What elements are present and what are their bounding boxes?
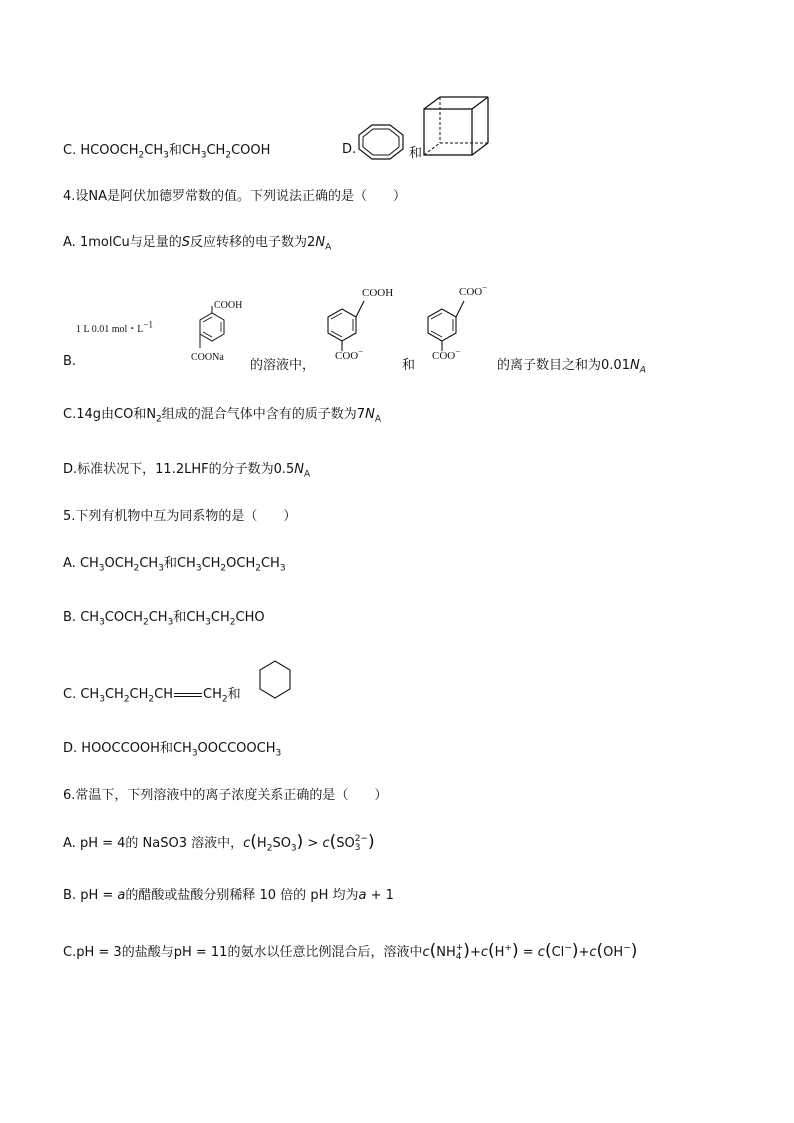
subscript: 3 — [163, 150, 169, 161]
and-text: 和 — [163, 556, 177, 571]
subscript: 2 — [255, 563, 261, 574]
q4-b-text-1: 的溶液中， — [250, 358, 316, 373]
formula-part: COOH — [231, 143, 271, 158]
na-symbol: N — [365, 407, 375, 422]
f: CH — [210, 610, 230, 625]
subscript: A — [639, 365, 646, 376]
f: CH — [80, 687, 100, 702]
q3-option-d-and: 和 — [409, 146, 423, 161]
q6-stem: 6.常温下，下列溶液中的离子浓度关系正确的是（ ） — [63, 788, 388, 803]
conc-text: 1 L 0.01 mol・L — [76, 324, 144, 335]
subscript: 3 — [99, 694, 105, 705]
value: 0.5 — [273, 462, 295, 477]
option-label: A. — [63, 836, 76, 851]
and-text: 和 — [159, 741, 173, 756]
q3-option-d-label: D. — [342, 142, 357, 157]
subscript: 2 — [220, 563, 227, 574]
q6-option-a: A. pH = 4的 NaSO3 溶液中，$c(H_2SO_3) > c(SO$ 2− 3 ) — [63, 832, 375, 854]
f: CH — [80, 610, 100, 625]
value: 2 — [307, 235, 316, 250]
coo-text: COO — [335, 350, 359, 362]
f: CH — [172, 741, 192, 756]
subscript: 2 — [133, 563, 140, 574]
q4-option-d — [63, 461, 310, 479]
superscript: −1 — [143, 319, 153, 330]
f: CH — [186, 610, 206, 625]
c-symbol: c — [243, 836, 251, 851]
f: OCH — [226, 556, 256, 571]
subscript: 3 — [279, 563, 286, 574]
f: CH — [139, 556, 159, 571]
f: CH — [154, 687, 173, 702]
q4-option-a — [63, 234, 331, 252]
sulfur-symbol: S — [181, 235, 191, 250]
option-label: D. — [63, 741, 78, 756]
q5-option-d — [63, 740, 281, 758]
formula-part: CH — [206, 143, 226, 158]
option-text: 的离子数目之和为 — [497, 358, 602, 373]
subscript: 2 — [229, 617, 236, 628]
f: HOOCCOOH — [81, 741, 160, 756]
coo-minus-label — [459, 282, 488, 298]
q4-option-b-label: B. — [63, 354, 77, 369]
subscript: A — [325, 242, 332, 253]
f: OCH — [104, 556, 134, 571]
subscript: 3 — [191, 748, 198, 759]
subscript: 2 — [123, 694, 130, 705]
f: CH — [260, 556, 280, 571]
formula-part: CH — [181, 143, 201, 158]
formula-part: CH — [144, 143, 164, 158]
ph: pH = — [80, 888, 114, 903]
cooh-group-label: COOH — [362, 287, 394, 299]
double-bond — [174, 693, 202, 697]
option-text: 的 NaSO3 溶液中， — [125, 836, 244, 851]
subscript: A — [374, 414, 381, 425]
q4-b-and: 和 — [402, 358, 416, 373]
option-text: D.标准状况下，11.2LHF的分子数为 — [63, 462, 274, 477]
cyclooctatetraene-structure — [356, 122, 406, 162]
q6-option-c: C.pH = 3的盐酸与pH = 11的氨水以任意比例混合后，溶液中c(NH + 4 )+c(H+) = c(Cl−)+c(OH−) — [63, 941, 638, 962]
f: OOCCOOCH — [197, 741, 276, 756]
subscript: 2 — [142, 617, 149, 628]
option-text: C.14g由CO和N — [63, 407, 157, 422]
subscript: 3 — [200, 150, 207, 161]
option-text: 的氨水以任意比例混合后，溶液中 — [227, 945, 423, 960]
charge: − — [455, 346, 461, 357]
subscript: 2 — [225, 150, 232, 161]
na-symbol: N — [315, 235, 326, 250]
coo-text: COO — [459, 286, 483, 298]
option-label: A. — [63, 556, 76, 571]
q4-b-text-2 — [497, 354, 646, 376]
option-text: 反应转移的电子数为 — [190, 235, 308, 250]
subscript: 2 — [156, 414, 162, 425]
f: CH — [176, 556, 196, 571]
and-text: 和 — [173, 610, 187, 625]
option-label: B. — [63, 888, 77, 903]
subscript: 3 — [195, 563, 202, 574]
subscript: 3 — [158, 563, 164, 574]
charge: − — [358, 346, 364, 357]
ph: pH = 11 — [173, 945, 228, 960]
q5-option-c — [63, 686, 241, 704]
coo-minus-label — [432, 346, 461, 362]
f: CH — [104, 687, 124, 702]
q4-option-c — [63, 406, 381, 424]
option-label: C. — [63, 945, 77, 960]
subscript: 3 — [98, 563, 105, 574]
option-text: 的醋酸或盐酸分别稀释 10 倍的 pH 均为 — [125, 888, 359, 903]
paren: ) — [296, 832, 304, 852]
na-symbol: N — [629, 358, 640, 373]
subscript: 2 — [221, 694, 228, 705]
paren: ( — [329, 832, 337, 852]
q5-option-a — [63, 555, 286, 573]
q3-option-c — [63, 142, 270, 160]
q5-option-b — [63, 609, 265, 627]
c-symbol: c — [322, 836, 330, 851]
value: + 1 — [370, 888, 394, 903]
a-symbol: a — [117, 888, 126, 903]
f: COCH — [104, 610, 143, 625]
paren: ) — [368, 832, 375, 852]
ph: pH = 4 — [79, 836, 126, 851]
subscript: A — [304, 469, 311, 480]
option-label: A. — [63, 235, 76, 250]
value: 7 — [356, 407, 366, 422]
f: CH — [201, 556, 221, 571]
coona-group-label: COONa — [191, 352, 224, 363]
subscript: 3 — [167, 617, 174, 628]
subscript: 3 — [205, 617, 211, 628]
and-text: 和 — [227, 687, 241, 702]
option-text: 1molCu与足量的 — [79, 235, 182, 250]
f: CHO — [235, 610, 265, 625]
subscript: 2 — [138, 150, 145, 161]
option-text: 组成的混合气体中含有的质子数为 — [161, 407, 357, 422]
cubane-structure — [422, 95, 492, 157]
cooh-group-label: COOH — [214, 300, 243, 311]
a-symbol: a — [358, 888, 367, 903]
subscript: 3 — [275, 748, 282, 759]
q6-option-b — [63, 887, 394, 905]
option-label: C. — [63, 143, 77, 158]
and-text: 和 — [168, 143, 182, 158]
value: 0.01 — [601, 358, 630, 373]
f: CH — [148, 610, 168, 625]
subscript: 3 — [99, 617, 105, 628]
subscript: 2 — [148, 694, 155, 705]
na-symbol: N — [294, 462, 305, 477]
option-label: B. — [63, 610, 77, 625]
option-text: 的盐酸与 — [121, 945, 174, 960]
charge: − — [482, 282, 488, 293]
coo-text: COO — [432, 350, 456, 362]
f: CH — [129, 687, 149, 702]
formula-part: HCOOCH — [80, 143, 139, 158]
q4-stem: 4.设NA是阿伏加德罗常数的值。下列说法正确的是（ ） — [63, 189, 407, 204]
paren: ( — [250, 832, 257, 852]
q5-stem: 5.下列有机物中互为同系物的是（ ） — [63, 509, 297, 524]
f: CH — [79, 556, 99, 571]
cyclohexane-structure — [258, 660, 292, 700]
option-label: C. — [63, 687, 77, 702]
ph: pH = 3 — [76, 945, 122, 960]
f: CH — [203, 687, 222, 702]
q4-b-concentration — [76, 320, 153, 335]
coo-minus-label — [335, 346, 364, 362]
